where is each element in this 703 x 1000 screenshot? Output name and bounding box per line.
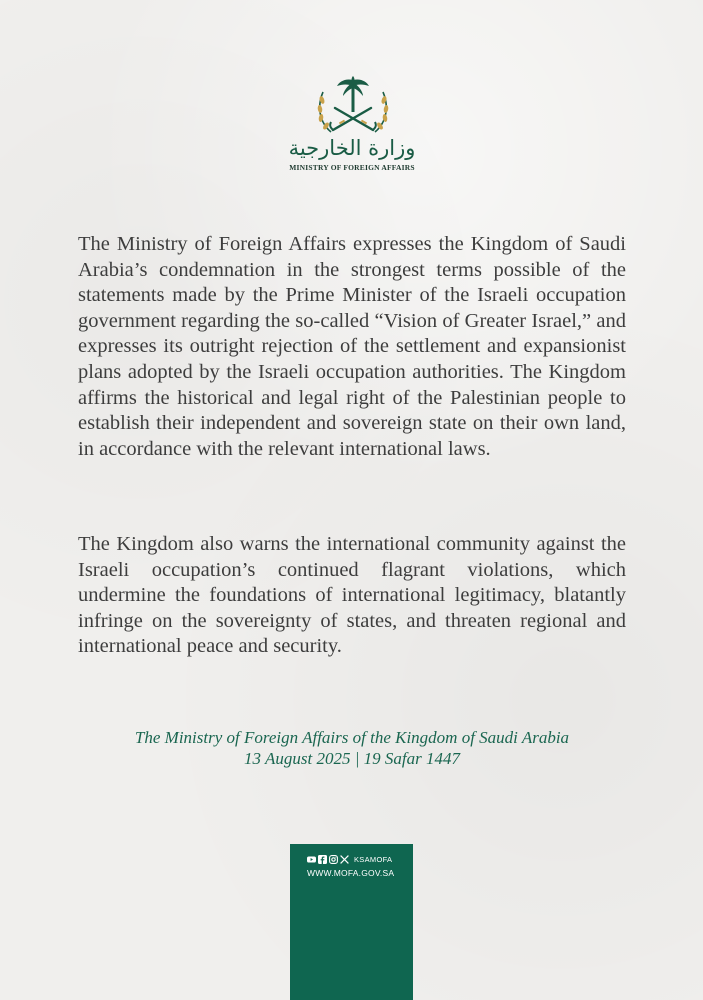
signature-issuer: The Ministry of Foreign Affairs of the Kingdom of Saudi Arabia — [134, 728, 570, 747]
ministry-arabic-name: وزارة الخارجية — [288, 136, 416, 160]
youtube-icon[interactable] — [307, 855, 316, 864]
statement-paragraph-1: The Ministry of Foreign Affairs expresses the Kingdom of Saudi Arabia’s condemnation in the strongest terms possible of the statements made by the Prime Minister of the Israeli occupation government regarding the so-called “Vision of Greater Israel,” and expresses its outright rejection of the settlement and expansionist plans adopted by the Israeli occupation authorities. The Kingdom affirms the historical and legal right of the Palestinian people to establish their independent and sovereign state on their own land, in accordance with the relevant international laws. — [78, 233, 626, 460]
footer-contact-panel — [290, 844, 413, 1000]
signature-date: 13 August 2025 | 19 Safar 1447 — [244, 749, 460, 768]
instagram-icon[interactable] — [329, 855, 338, 864]
website-link[interactable]: WWW.MOFA.GOV.SA — [307, 868, 395, 878]
ministry-english-name: MINISTRY OF FOREIGN AFFAIRS — [289, 163, 415, 172]
social-handle[interactable]: KSAMOFA — [354, 855, 393, 864]
social-links — [307, 855, 392, 864]
facebook-icon[interactable] — [318, 855, 327, 864]
x-icon[interactable] — [340, 855, 349, 864]
statement-paragraph-2: The Kingdom also warns the international community against the Israeli occupation’s continued flagrant violations, which undermine the foundations of international legitimacy, blatantly infringe on the sovereignty of states, and threaten regional and international peace and security. — [78, 533, 626, 658]
saudi-emblem-palm-swords-icon — [301, 72, 405, 176]
